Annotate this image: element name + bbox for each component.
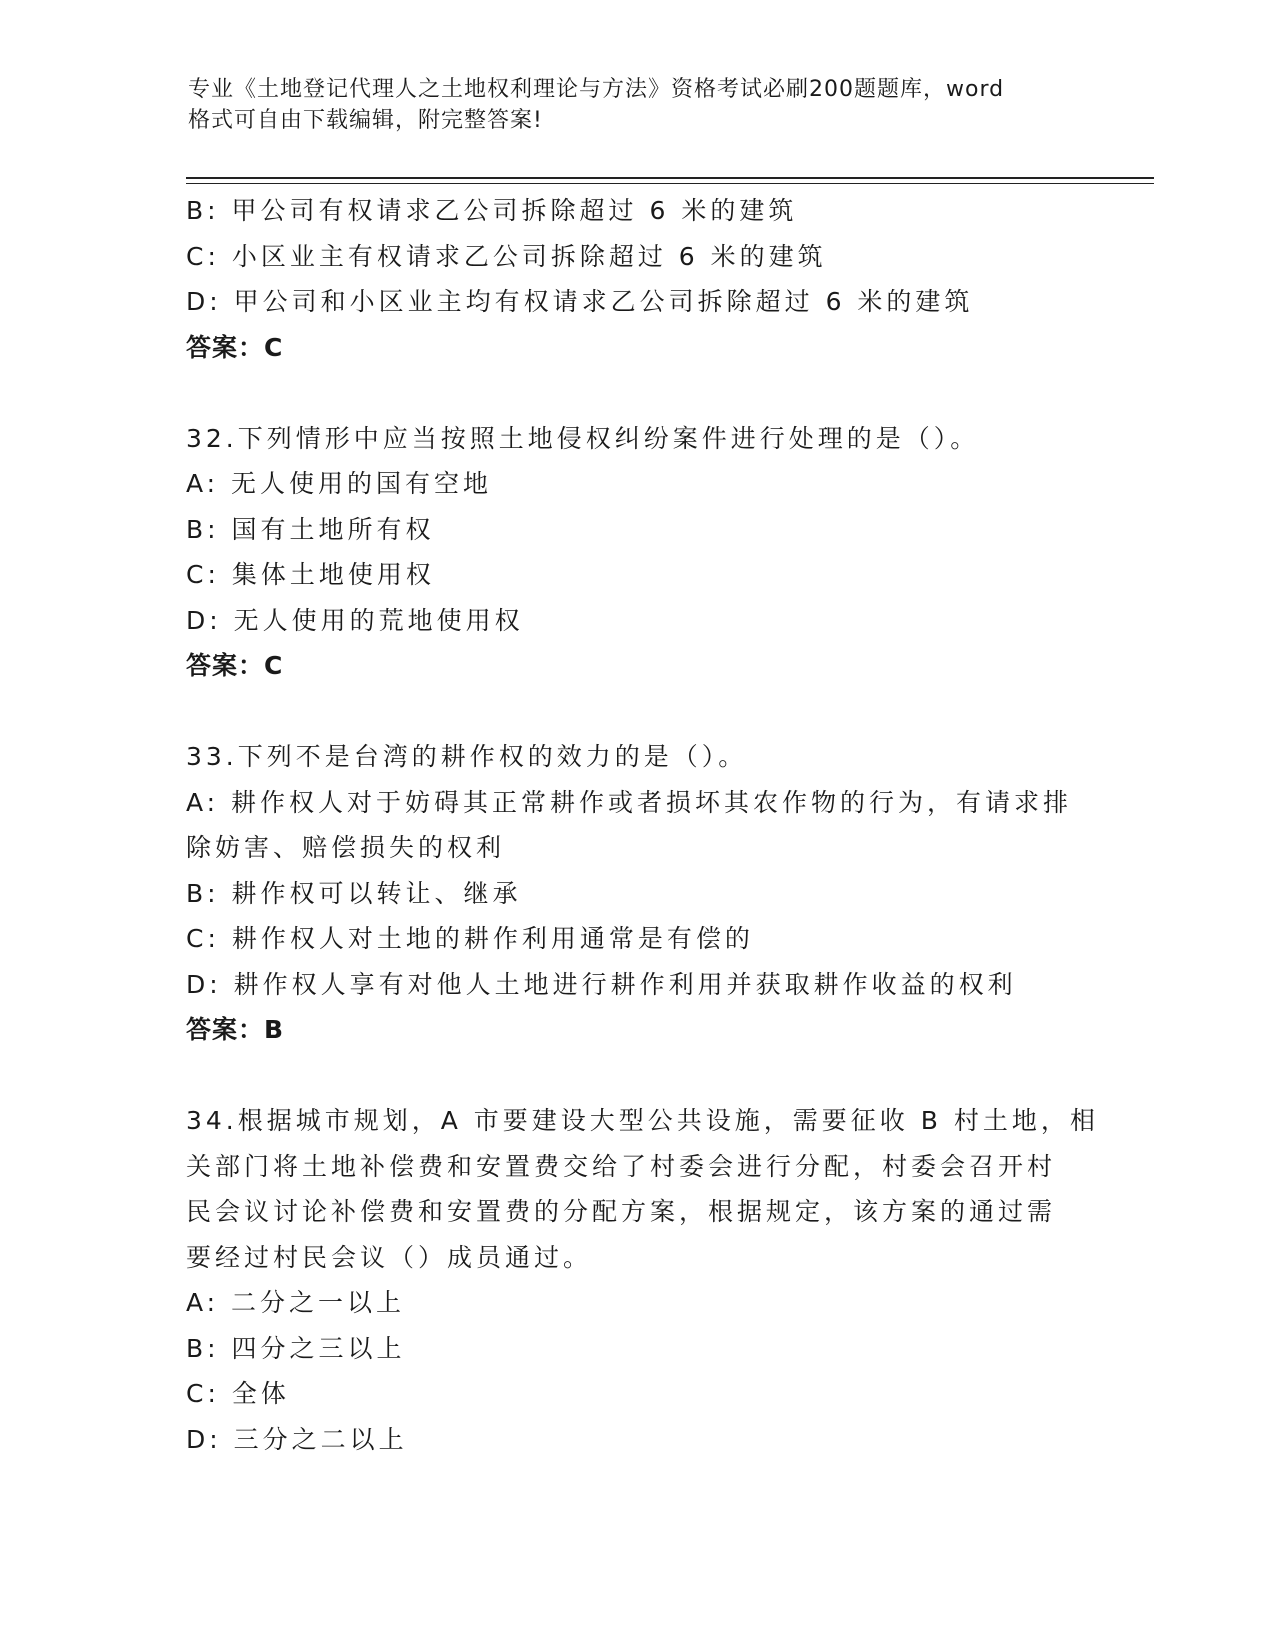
q32-option-d: D: 无人使用的荒地使用权 xyxy=(186,605,524,635)
question-content xyxy=(186,188,1099,1462)
q33-option-d: D: 耕作权人享有对他人土地进行耕作利用并获取耕作收益的权利 xyxy=(186,969,1017,999)
q32-answer: 答案：C xyxy=(186,651,284,680)
q32-question: 32.下列情形中应当按照土地侵权纠纷案件进行处理的是（）。 xyxy=(186,423,980,453)
q33-option-a-line-1: A: 耕作权人对于妨碍其正常耕作或者损坏其农作物的行为，有请求排 xyxy=(186,787,1073,817)
q32-option-a: A: 无人使用的国有空地 xyxy=(186,469,493,498)
q34-option-b: B: 四分之三以上 xyxy=(186,1333,406,1363)
header-title-line-1: 专业《土地登记代理人之土地权利理论与方法》资格考试必刷200题题库，word xyxy=(188,77,1005,102)
question-31-tail xyxy=(186,188,1086,370)
q33-question: 33.下列不是台湾的耕作权的效力的是（）。 xyxy=(186,742,748,771)
header-title-line-2: 格式可自由下载编辑，附完整答案! xyxy=(188,108,543,133)
document-header xyxy=(188,74,1068,136)
header-divider-thick xyxy=(186,177,1154,179)
q34-option-d: D: 三分之二以上 xyxy=(186,1424,408,1454)
spacer xyxy=(186,1053,1086,1099)
q31-option-c: C: 小区业主有权请求乙公司拆除超过 6 米的建筑 xyxy=(186,241,827,271)
question-34 xyxy=(186,1098,1099,1462)
q33-option-a-line-2: 除妨害、赔偿损失的权利 xyxy=(186,833,506,862)
q31-answer: 答案：C xyxy=(186,332,284,362)
q34-option-c: C: 全体 xyxy=(186,1379,290,1408)
q34-question-line-1: 34.根据城市规划，A 市要建设大型公共设施，需要征收 B 村土地，相 xyxy=(186,1106,1099,1135)
question-32 xyxy=(186,416,1086,689)
q33-option-b: B: 耕作权可以转让、继承 xyxy=(186,878,522,908)
spacer xyxy=(186,689,1086,735)
q33-option-c: C: 耕作权人对土地的耕作利用通常是有偿的 xyxy=(186,924,754,953)
q34-question-line-2: 关部门将土地补偿费和安置费交给了村委会进行分配，村委会召开村 xyxy=(186,1151,1057,1181)
q34-option-a: A: 二分之一以上 xyxy=(186,1288,406,1317)
header-divider-thin xyxy=(186,183,1154,184)
question-33 xyxy=(186,734,1086,1053)
q32-option-b: B: 国有土地所有权 xyxy=(186,514,435,544)
q33-answer: 答案：B xyxy=(186,1015,285,1044)
spacer xyxy=(186,370,1086,416)
q34-question-line-3: 民会议讨论补偿费和安置费的分配方案，根据规定，该方案的通过需 xyxy=(186,1197,1057,1226)
q31-option-d: D: 甲公司和小区业主均有权请求乙公司拆除超过 6 米的建筑 xyxy=(186,287,974,316)
q31-option-b: B: 甲公司有权请求乙公司拆除超过 6 米的建筑 xyxy=(186,196,798,225)
q34-question-line-4: 要经过村民会议（）成员通过。 xyxy=(186,1242,593,1272)
q32-option-c: C: 集体土地使用权 xyxy=(186,560,435,589)
